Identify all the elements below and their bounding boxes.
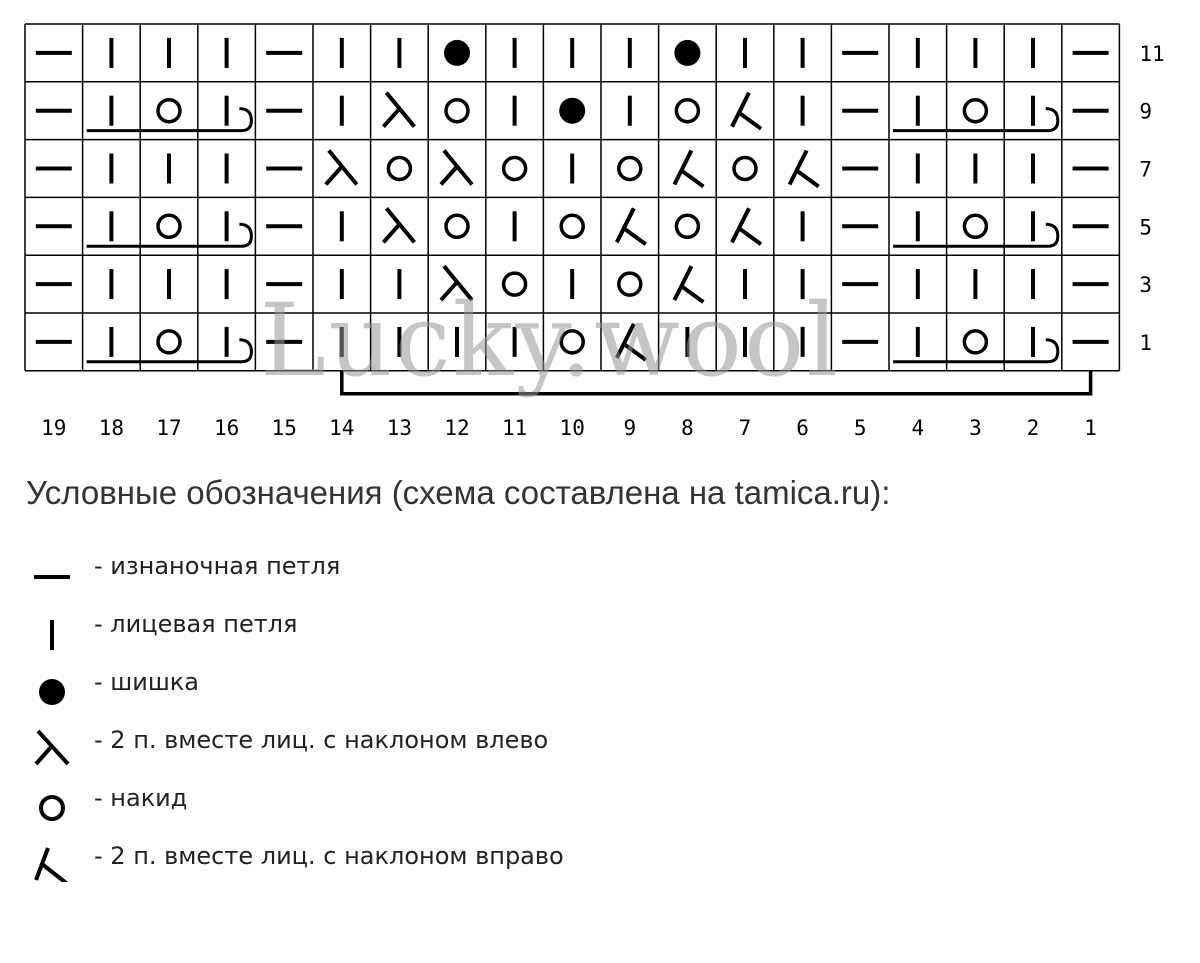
bobble-stitch (444, 40, 470, 66)
k2tog-right-icon (28, 836, 74, 882)
column-label: 11 (501, 415, 528, 440)
row-label: 11 (1139, 41, 1165, 66)
legend-item-bobble (0, 656, 700, 714)
legend-item-knit (0, 598, 700, 656)
column-label: 16 (213, 415, 240, 440)
k2tog-left-icon (28, 720, 74, 766)
yarn-over-stitch (504, 273, 526, 295)
k2tog-left-stitch (441, 266, 472, 300)
legend-label: - 2 п. вместе лиц. с наклоном вправо (94, 842, 564, 870)
repeat-bracket (342, 371, 1091, 394)
column-label: 1 (1084, 415, 1097, 440)
column-label: 9 (623, 415, 637, 440)
k2tog-left-stitch (383, 93, 414, 127)
knit-icon (28, 604, 74, 650)
yarn-over-stitch (734, 158, 756, 180)
yarn-over-stitch (619, 158, 641, 180)
knitting-chart (0, 0, 1200, 450)
row-label: 9 (1139, 99, 1153, 124)
row-label: 7 (1139, 157, 1153, 182)
k2tog-right-stitch (732, 208, 761, 244)
column-label: 5 (853, 415, 867, 440)
column-label: 13 (386, 415, 413, 440)
watermark: Lucky.wool (259, 282, 841, 399)
column-label: 7 (738, 415, 752, 440)
yarn-over-stitch (158, 331, 180, 353)
k2tog-right-stitch (674, 151, 703, 187)
yarn-over-stitch (619, 273, 641, 295)
yarn-over-icon (28, 778, 74, 824)
yarn-over-stitch (561, 215, 583, 237)
legend-label: - изнаночная петля (94, 552, 341, 580)
column-label: 19 (41, 415, 67, 440)
column-label: 6 (796, 415, 809, 440)
legend-title: Условные обозначения (схема составлена на tamica.ru): (26, 474, 891, 511)
legend-label: - шишка (94, 668, 200, 696)
legend-label: - лицевая петля (94, 610, 298, 638)
row-label: 3 (1139, 273, 1153, 298)
yarn-over-stitch (446, 100, 468, 122)
bobble-icon (28, 662, 74, 708)
column-label: 3 (969, 415, 982, 440)
column-label: 4 (911, 415, 925, 440)
yarn-over-stitch (676, 100, 698, 122)
k2tog-right-stitch (617, 208, 646, 244)
column-label: 14 (329, 415, 355, 440)
column-label: 8 (681, 415, 694, 440)
yarn-over-stitch (964, 215, 986, 237)
k2tog-right-stitch (617, 324, 646, 360)
yarn-over-stitch (504, 158, 526, 180)
yarn-over-stitch (964, 100, 986, 122)
legend-label: - накид (94, 784, 188, 812)
column-label: 15 (271, 415, 297, 440)
column-label: 10 (559, 415, 585, 440)
k2tog-right-stitch (790, 151, 819, 187)
yarn-over-stitch (676, 215, 698, 237)
column-label: 12 (444, 415, 470, 440)
legend-item-k2tog-left (0, 714, 700, 772)
purl-icon (28, 546, 74, 592)
yarn-over-stitch (388, 158, 410, 180)
legend-label: - 2 п. вместе лиц. с наклоном влево (94, 726, 549, 754)
legend-item-yarn-over (0, 772, 700, 830)
k2tog-left-stitch (441, 151, 472, 185)
k2tog-right-stitch (732, 93, 761, 129)
bobble-stitch (674, 40, 700, 66)
yarn-over-stitch (561, 331, 583, 353)
yarn-over-stitch (158, 215, 180, 237)
legend-item-k2tog-right (0, 830, 700, 888)
row-label: 1 (1139, 330, 1153, 355)
column-label: 18 (98, 415, 125, 440)
k2tog-left-stitch (326, 151, 357, 185)
k2tog-right-stitch (674, 266, 703, 302)
legend-item-purl (0, 540, 700, 598)
yarn-over-stitch (964, 331, 986, 353)
column-label: 2 (1026, 415, 1040, 440)
yarn-over-stitch (446, 215, 468, 237)
row-label: 5 (1139, 215, 1153, 240)
column-label: 17 (156, 415, 182, 440)
yarn-over-stitch (158, 100, 180, 122)
bobble-stitch (559, 98, 585, 124)
k2tog-left-stitch (383, 208, 414, 242)
